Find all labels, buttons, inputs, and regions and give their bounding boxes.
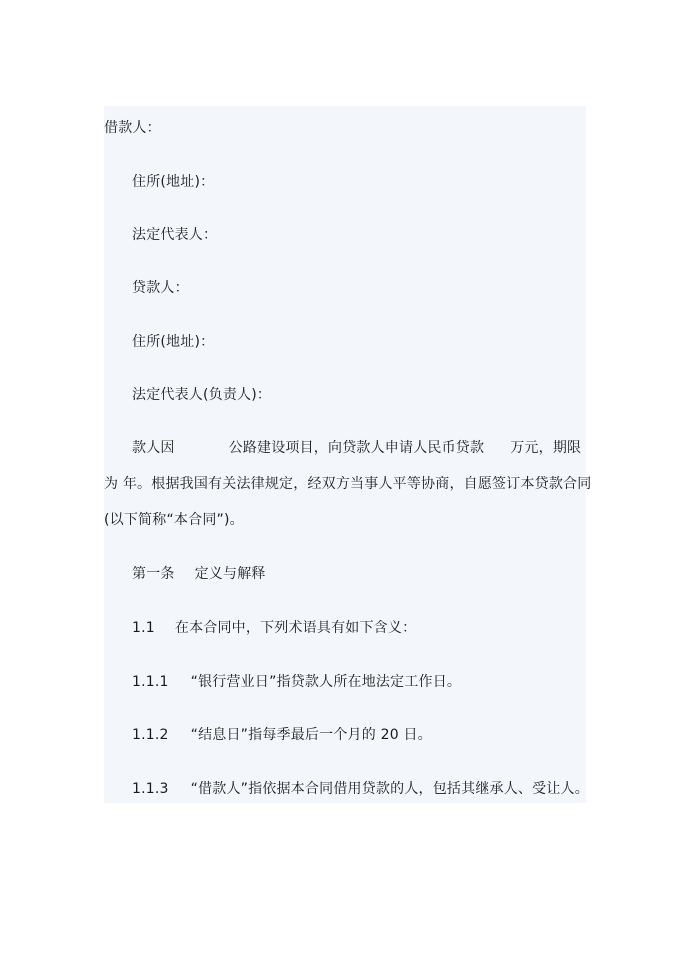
- definition-number: 1.1.1: [132, 674, 169, 690]
- clause-text: 在本合同中，下列术语具有如下含义：: [174, 620, 417, 636]
- preamble-line-1: [104, 439, 586, 457]
- definition-1-1-1: [104, 673, 586, 691]
- article-title: 定义与解释: [194, 566, 266, 582]
- definition-number: 1.1.3: [132, 781, 169, 797]
- definition-text: “借款人”指依据本合同借用贷款的人，包括其继承人、受让人。: [190, 781, 589, 797]
- definition-1-1-2: [104, 726, 586, 744]
- clause-1-1: [104, 619, 586, 637]
- preamble-part-2: 公路建设项目，向贷款人申请人民币贷款: [228, 440, 485, 456]
- article-1-heading: [104, 565, 586, 583]
- article-number: 第一条: [132, 566, 175, 582]
- lender-label: 贷款人：: [132, 280, 189, 296]
- definition-text: “结息日”指每季最后一个月的 20 日。: [190, 727, 432, 743]
- preamble-part-1: 款人因: [132, 440, 175, 456]
- lender-legal-rep-label: 法定代表人(负责人)：: [132, 387, 272, 403]
- borrower-address-label: 住所(地址)：: [132, 174, 215, 190]
- preamble-line-3: (以下简称“本合同”)。: [104, 512, 244, 528]
- preamble-part-3: 万元，期限: [510, 440, 582, 456]
- borrower-legal-rep-label: 法定代表人：: [132, 227, 218, 243]
- contract-text-block: [104, 106, 592, 803]
- lender-address-label: 住所(地址)：: [132, 334, 215, 350]
- clause-number: 1.1: [132, 620, 155, 636]
- preamble-line-2: 为 年。根据我国有关法律规定，经双方当事人平等协商，自愿签订本贷款合同: [104, 476, 592, 492]
- definition-number: 1.1.2: [132, 727, 169, 743]
- definition-text: “银行营业日”指贷款人所在地法定工作日。: [190, 674, 462, 690]
- borrower-label: 借款人：: [104, 120, 161, 136]
- definition-1-1-3: [104, 780, 589, 798]
